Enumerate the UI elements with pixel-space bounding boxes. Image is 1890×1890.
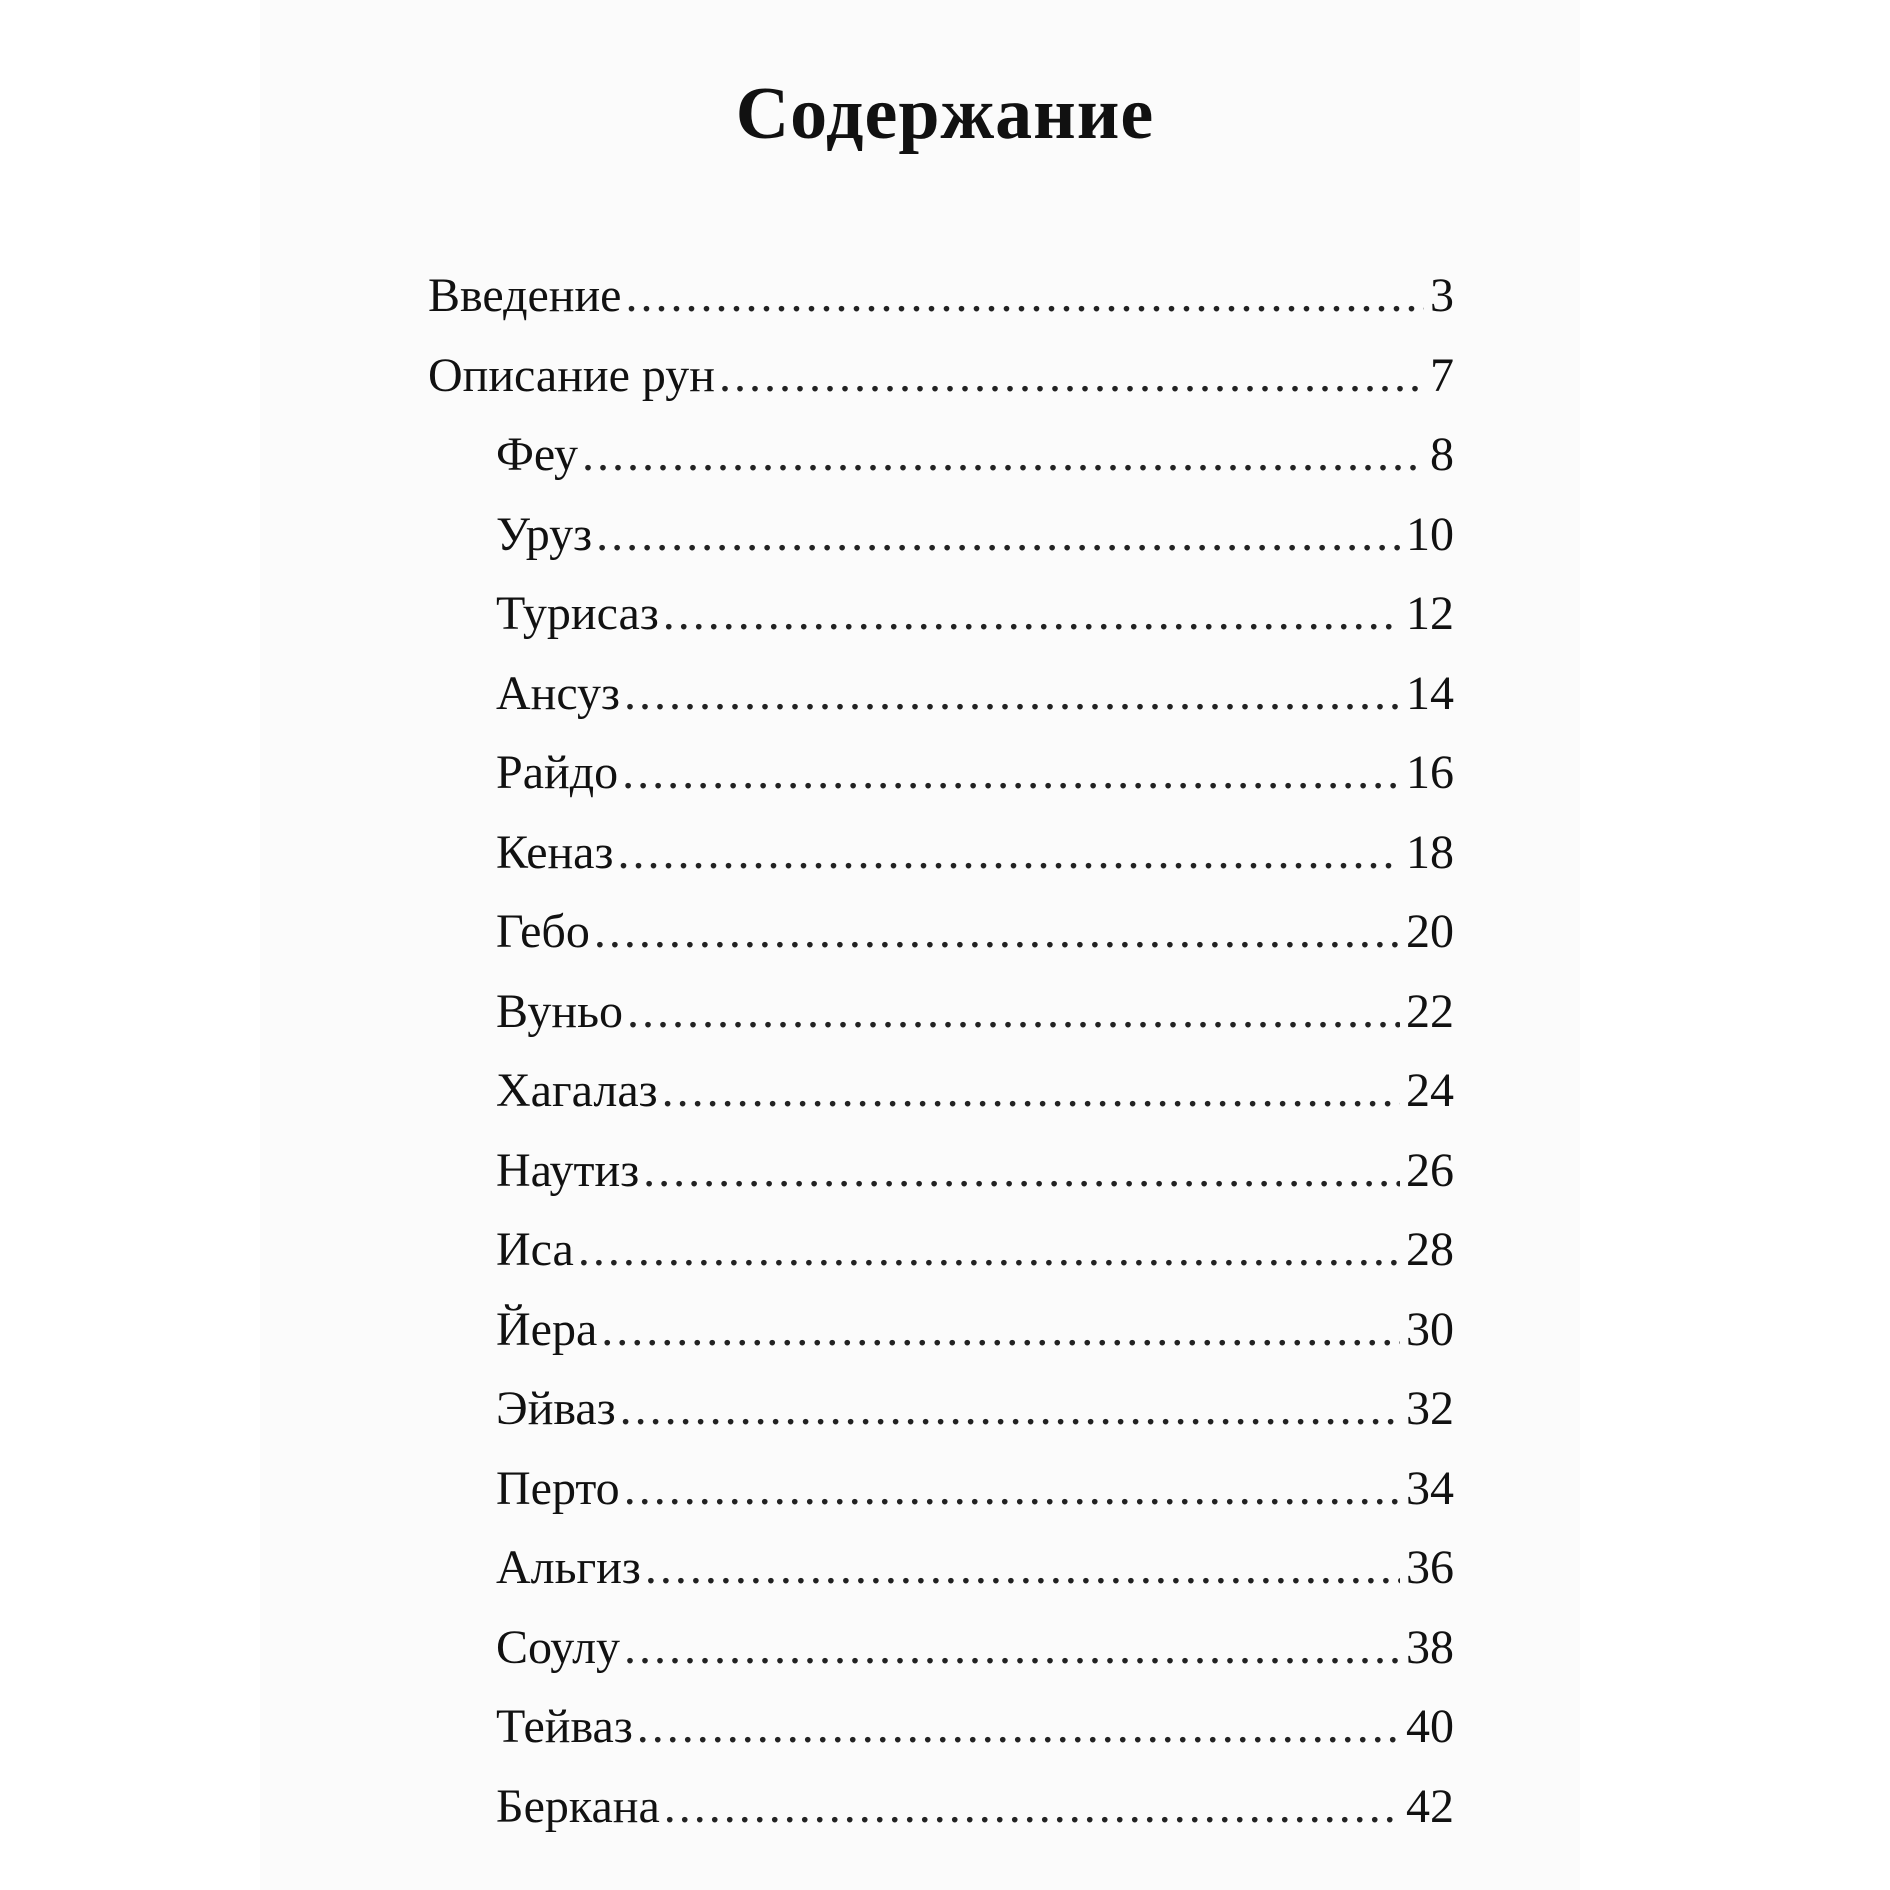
toc-entry-title: Йера bbox=[496, 1302, 598, 1356]
toc-entry-title: Наутиз bbox=[496, 1143, 640, 1197]
toc-dot-leader bbox=[578, 1222, 1400, 1277]
toc-entry-title: Кеназ bbox=[496, 825, 614, 879]
toc-dot-leader bbox=[663, 586, 1400, 641]
toc-dot-leader bbox=[662, 1063, 1400, 1118]
toc-entry-page-number: 18 bbox=[1406, 825, 1454, 879]
toc-entry-page-number: 40 bbox=[1406, 1700, 1454, 1753]
toc-entry-page-number: 14 bbox=[1406, 666, 1454, 720]
toc-dot-leader bbox=[596, 507, 1400, 562]
toc-entry bbox=[496, 1779, 1454, 1849]
toc-entry-page-number: 36 bbox=[1406, 1541, 1454, 1594]
toc-entry bbox=[496, 825, 1454, 895]
toc-entry-page-number: 20 bbox=[1406, 905, 1454, 958]
toc-entry-title: Альгиз bbox=[496, 1541, 641, 1594]
toc-entry bbox=[496, 904, 1454, 974]
toc-entry-title: Турисаз bbox=[496, 587, 659, 640]
toc-dot-leader bbox=[617, 825, 1400, 880]
toc-entry bbox=[496, 1699, 1454, 1769]
toc-dot-leader bbox=[643, 1143, 1400, 1198]
toc-entry bbox=[496, 666, 1454, 736]
toc-dot-leader bbox=[582, 427, 1424, 482]
toc-entry bbox=[496, 1222, 1454, 1292]
toc-entry-title: Гебо bbox=[496, 905, 590, 958]
toc-entry bbox=[496, 1302, 1454, 1372]
toc-entry bbox=[496, 1063, 1454, 1133]
toc-entry bbox=[496, 427, 1454, 497]
toc-entry bbox=[428, 268, 1454, 338]
toc-entry-title: Беркана bbox=[496, 1779, 660, 1833]
toc-entry-page-number: 12 bbox=[1406, 587, 1454, 640]
toc-dot-leader bbox=[719, 348, 1424, 403]
toc-entry-page-number: 30 bbox=[1406, 1302, 1454, 1356]
toc-dot-leader bbox=[624, 1461, 1400, 1516]
toc-entry bbox=[496, 1540, 1454, 1610]
toc-entry-title: Соулу bbox=[496, 1620, 621, 1674]
toc-entry-title: Тейваз bbox=[496, 1700, 633, 1753]
toc-entry bbox=[496, 586, 1454, 656]
toc-entry-page-number: 38 bbox=[1406, 1620, 1454, 1674]
toc-dot-leader bbox=[637, 1699, 1400, 1754]
toc-dot-leader bbox=[601, 1302, 1400, 1357]
toc-entry-page-number: 34 bbox=[1406, 1461, 1454, 1515]
toc-entry-title: Райдо bbox=[496, 746, 619, 799]
toc-entry-page-number: 10 bbox=[1406, 507, 1454, 561]
toc-entry-page-number: 32 bbox=[1406, 1382, 1454, 1435]
toc-entry-page-number: 26 bbox=[1406, 1143, 1454, 1197]
toc-dot-leader bbox=[645, 1540, 1400, 1595]
toc-dot-leader bbox=[627, 984, 1400, 1039]
toc-entry-title: Описание рун bbox=[428, 348, 715, 402]
toc-entry-title: Уруз bbox=[496, 507, 593, 561]
toc-entry-page-number: 42 bbox=[1406, 1779, 1454, 1833]
toc-entry-page-number: 28 bbox=[1406, 1223, 1454, 1276]
toc-dot-leader bbox=[594, 904, 1400, 959]
toc-entry-title: Эйваз bbox=[496, 1382, 616, 1435]
toc-entry bbox=[496, 1381, 1454, 1451]
toc-entry-title: Феу bbox=[496, 428, 579, 481]
toc-dot-leader bbox=[664, 1779, 1400, 1834]
toc-entry-page-number: 7 bbox=[1430, 348, 1454, 402]
toc-entry-page-number: 24 bbox=[1406, 1064, 1454, 1117]
page-title: Содержание bbox=[735, 72, 1155, 155]
toc-entry-title: Перто bbox=[496, 1461, 620, 1515]
toc-entry-page-number: 22 bbox=[1406, 984, 1454, 1038]
toc-entry bbox=[496, 745, 1454, 815]
toc-dot-leader bbox=[624, 1620, 1400, 1675]
toc-entry bbox=[496, 1620, 1454, 1690]
toc-entry-title: Иса bbox=[496, 1223, 574, 1276]
toc-dot-leader bbox=[620, 1381, 1400, 1436]
toc-entry-page-number: 8 bbox=[1430, 428, 1454, 481]
toc-entry-title: Ансуз bbox=[496, 666, 620, 720]
toc-dot-leader bbox=[625, 268, 1424, 323]
toc-entry bbox=[496, 1143, 1454, 1213]
toc-dot-leader bbox=[622, 745, 1400, 800]
toc-entry-title: Вуньо bbox=[496, 984, 623, 1038]
toc-entry-page-number: 3 bbox=[1430, 269, 1454, 322]
toc-entry bbox=[496, 1461, 1454, 1531]
toc-entry bbox=[496, 507, 1454, 577]
toc-entry-title: Введение bbox=[428, 269, 622, 322]
toc-entry-title: Хагалаз bbox=[496, 1064, 658, 1117]
toc-entry bbox=[496, 984, 1454, 1054]
toc-entry-page-number: 16 bbox=[1406, 746, 1454, 799]
toc-dot-leader bbox=[624, 666, 1400, 721]
toc-entry bbox=[428, 348, 1454, 418]
